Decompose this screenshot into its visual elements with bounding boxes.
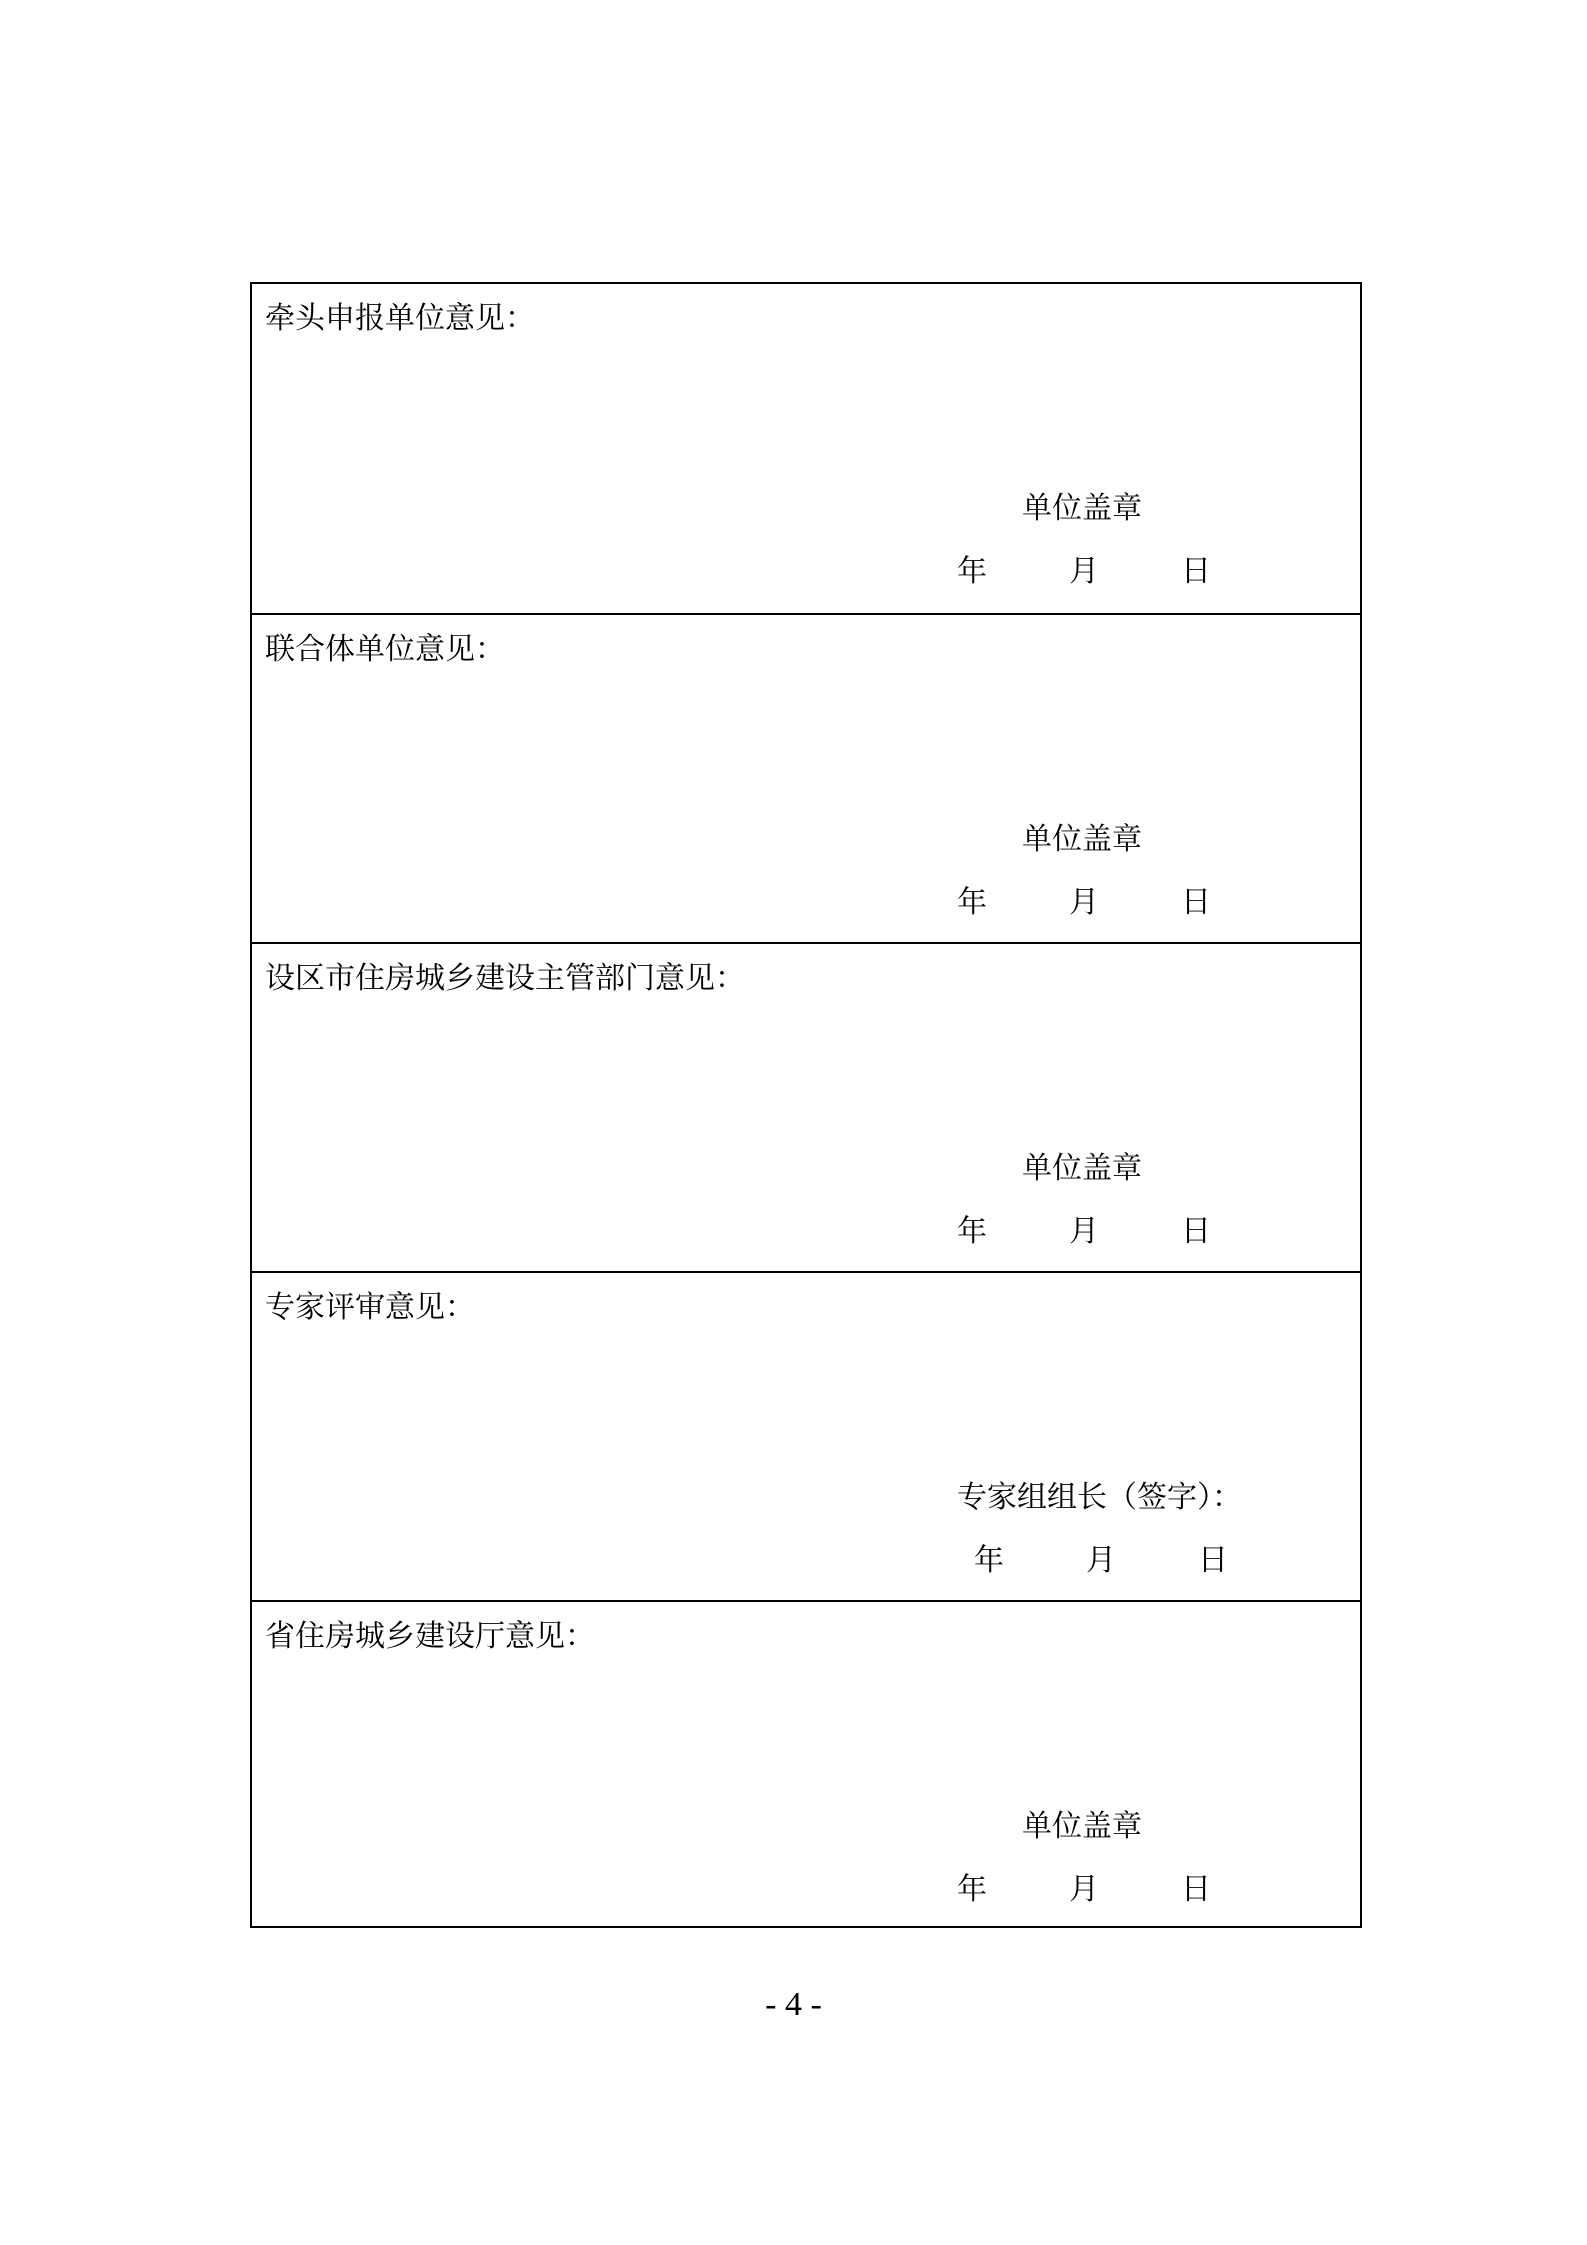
section-label: 牵头申报单位意见： — [265, 301, 535, 336]
date-month-label: 月 — [1086, 1543, 1116, 1578]
expert-signature-label: 专家组组长（签字）： — [957, 1480, 1242, 1515]
date-month-label: 月 — [1069, 554, 1099, 589]
date-day-label: 日 — [1198, 1543, 1228, 1578]
opinion-form-table — [250, 282, 1362, 1928]
section-provincial-housing-department — [252, 1600, 1360, 1929]
date-day-label: 日 — [1181, 885, 1211, 920]
section-expert-review — [252, 1271, 1360, 1600]
section-label: 设区市住房城乡建设主管部门意见： — [265, 961, 745, 996]
unit-stamp-label: 单位盖章 — [1022, 1151, 1142, 1186]
date-year-label: 年 — [957, 885, 987, 920]
date-month-label: 月 — [1069, 1872, 1099, 1907]
date-year-label: 年 — [957, 1214, 987, 1249]
date-day-label: 日 — [1181, 1872, 1211, 1907]
date-month-label: 月 — [1069, 885, 1099, 920]
page-number: - 4 - — [765, 1986, 822, 2023]
unit-stamp-label: 单位盖章 — [1022, 822, 1142, 857]
section-label: 联合体单位意见： — [265, 632, 505, 667]
date-year-label: 年 — [957, 554, 987, 589]
date-day-label: 日 — [1181, 554, 1211, 589]
unit-stamp-label: 单位盖章 — [1022, 1809, 1142, 1844]
section-lead-applicant — [252, 284, 1360, 613]
section-label: 省住房城乡建设厅意见： — [265, 1619, 595, 1654]
date-year-label: 年 — [957, 1872, 987, 1907]
section-consortium-unit — [252, 613, 1360, 942]
section-label: 专家评审意见： — [265, 1290, 475, 1325]
section-city-housing-department — [252, 942, 1360, 1271]
unit-stamp-label: 单位盖章 — [1022, 491, 1142, 526]
date-month-label: 月 — [1069, 1214, 1099, 1249]
date-year-label: 年 — [974, 1543, 1004, 1578]
date-day-label: 日 — [1181, 1214, 1211, 1249]
